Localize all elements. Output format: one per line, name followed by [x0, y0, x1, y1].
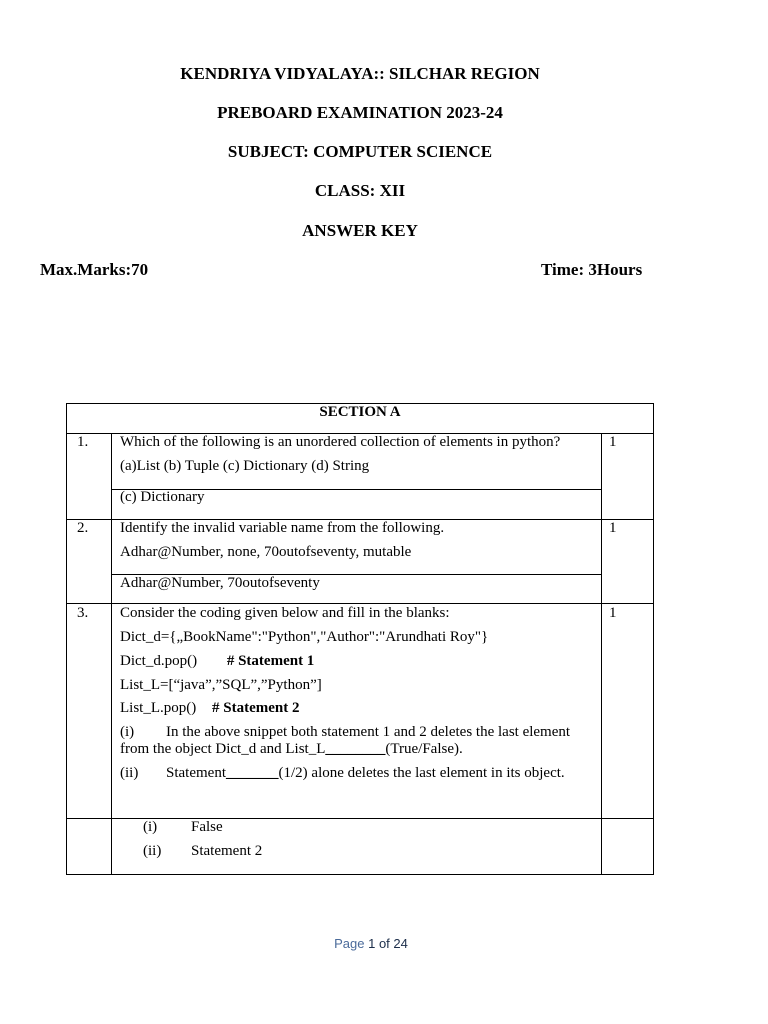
code-comment: # Statement 1: [226, 653, 315, 669]
sub-question-ii: [120, 765, 565, 782]
sub-question-text: Statement: [166, 765, 226, 781]
question-number: 3.: [77, 605, 89, 621]
class-title: CLASS: XII: [314, 181, 406, 200]
page-footer: [0, 936, 742, 951]
section-title: SECTION A: [319, 404, 401, 420]
page-total: 24: [393, 936, 408, 951]
question-text: Identify the invalid variable name from the following.: [120, 520, 445, 536]
answer-text: Statement 2: [191, 843, 263, 859]
question-number: 2.: [77, 520, 89, 536]
answer-label: (ii): [143, 843, 162, 859]
code-statement: Dict_d.pop(): [120, 653, 198, 669]
question-marks: 1: [609, 605, 617, 621]
question-options: Adhar@Number, none, 70outofseventy, mutable: [120, 544, 412, 560]
code-line: [120, 700, 299, 717]
school-title: KENDRIYA VIDYALAYA:: SILCHAR REGION: [180, 64, 540, 83]
row-divider: [67, 603, 653, 604]
code-statement: List_L.pop(): [120, 700, 197, 716]
subject-title: SUBJECT: COMPUTER SCIENCE: [227, 142, 493, 161]
question-marks: 1: [609, 434, 617, 450]
answer-text: (c) Dictionary: [120, 489, 205, 505]
sub-question-label: (ii): [120, 765, 139, 781]
code-comment: # Statement 2: [212, 700, 300, 716]
page-number: 1: [368, 936, 376, 951]
answer-text: False: [191, 819, 223, 835]
answer-line: [143, 819, 223, 836]
sub-question-tail: (1/2) alone deletes the last element in its object.: [278, 765, 565, 781]
question-number: 1.: [77, 434, 89, 450]
max-marks: Max.Marks:70: [40, 260, 149, 279]
code-line: List_L=[“java”,”SQL”,”Python”]: [120, 677, 322, 693]
question-options: (a)List (b) Tuple (c) Dictionary (d) String: [120, 458, 370, 474]
answer-table: [66, 403, 654, 875]
sub-question-i: [120, 724, 590, 758]
fill-blank: ________: [325, 741, 386, 757]
sub-question-label: (i): [120, 724, 135, 740]
column-divider: [111, 433, 112, 875]
code-line: Dict_d={„BookName":"Python","Author":"Arundhati Roy"}: [120, 629, 489, 645]
answer-text: Adhar@Number, 70outofseventy: [120, 575, 320, 591]
code-line: [120, 653, 314, 670]
question-marks: 1: [609, 520, 617, 536]
question-text: Consider the coding given below and fill in the blanks:: [120, 605, 450, 621]
sub-question-text: In the above snippet both statement 1 and 2 deletes the last element from the object Dict_d and List_L: [120, 724, 571, 757]
exam-title: PREBOARD EXAMINATION 2023-24: [217, 103, 503, 122]
fill-blank: _______: [226, 765, 279, 781]
column-divider: [601, 433, 602, 875]
sub-question-tail: (True/False).: [385, 741, 463, 757]
answer-line: [143, 843, 262, 860]
question-text: Which of the following is an unordered collection of elements in python?: [120, 434, 561, 450]
page-of-label: of: [378, 936, 390, 951]
answer-label: (i): [143, 819, 158, 835]
answer-key-title: ANSWER KEY: [302, 221, 418, 240]
exam-time: Time: 3Hours: [541, 260, 643, 279]
page-label: Page: [334, 936, 365, 951]
